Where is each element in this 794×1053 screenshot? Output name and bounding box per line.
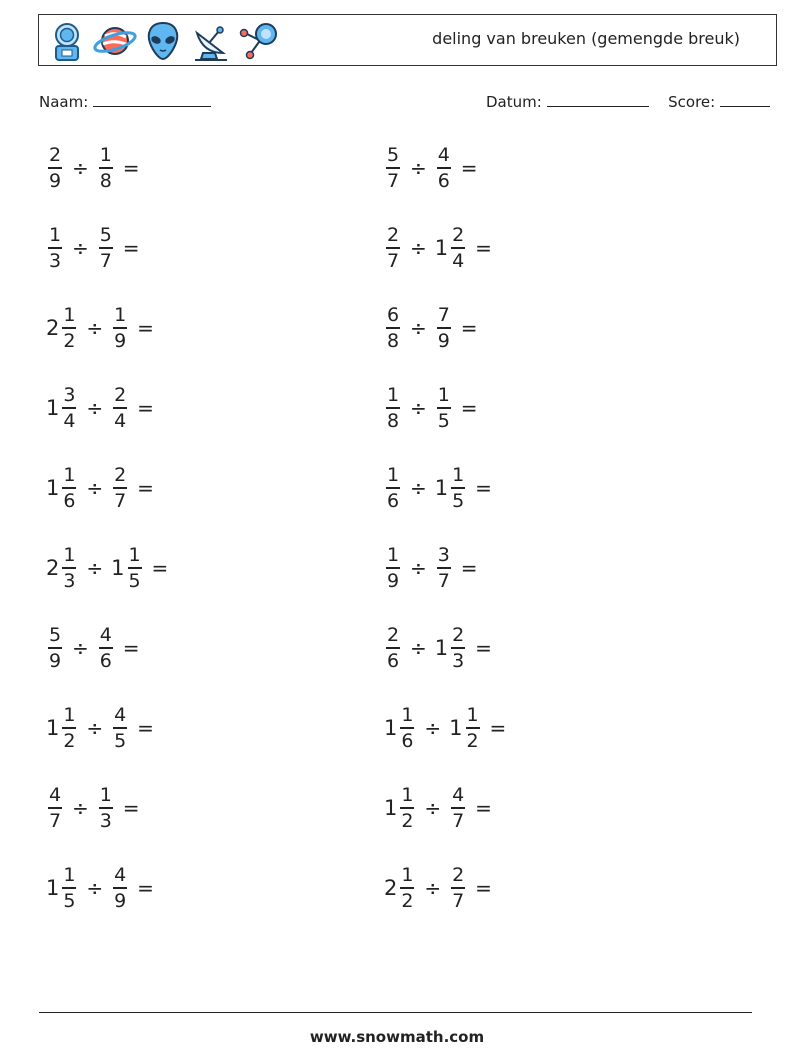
dividend-denominator: 8 bbox=[386, 329, 400, 352]
dividend-numerator: 1 bbox=[386, 384, 400, 407]
equals-sign: = bbox=[122, 636, 140, 660]
divisor-fraction bbox=[99, 223, 113, 272]
dividend-fraction bbox=[386, 143, 400, 192]
dividend-fraction bbox=[386, 543, 400, 592]
equals-sign: = bbox=[151, 556, 169, 580]
equals-sign: = bbox=[475, 796, 492, 820]
astronaut-icon bbox=[45, 19, 89, 63]
dividend-denominator: 6 bbox=[386, 489, 400, 512]
dividend-fraction bbox=[62, 863, 76, 912]
problem-7 bbox=[46, 378, 154, 438]
problem-10 bbox=[384, 458, 492, 518]
divisor-fraction bbox=[113, 703, 127, 752]
problem-11 bbox=[46, 538, 168, 598]
divisor-numerator: 5 bbox=[99, 224, 112, 247]
dividend-denominator: 2 bbox=[63, 729, 76, 752]
equals-sign: = bbox=[137, 476, 154, 500]
problem-9 bbox=[46, 458, 154, 518]
divide-sign: ÷ bbox=[86, 876, 104, 900]
divide-sign: ÷ bbox=[410, 316, 427, 340]
divide-sign: ÷ bbox=[72, 156, 89, 180]
divisor-numerator: 2 bbox=[452, 224, 465, 247]
dividend-denominator: 7 bbox=[386, 249, 400, 272]
divisor-denominator: 7 bbox=[99, 249, 112, 272]
dividend-fraction bbox=[386, 383, 400, 432]
divisor-numerator: 1 bbox=[466, 704, 479, 727]
dividend-denominator: 8 bbox=[386, 409, 400, 432]
divide-sign: ÷ bbox=[86, 556, 104, 580]
divisor-fraction bbox=[128, 543, 142, 592]
dividend-numerator: 1 bbox=[63, 544, 76, 567]
equals-sign: = bbox=[475, 476, 492, 500]
dividend-fraction bbox=[386, 303, 400, 352]
divisor-numerator: 1 bbox=[99, 784, 112, 807]
dividend-whole: 1 bbox=[46, 716, 60, 740]
dividend-fraction bbox=[48, 143, 62, 192]
equals-sign: = bbox=[460, 556, 478, 580]
divisor-denominator: 9 bbox=[114, 329, 127, 352]
dividend-denominator: 3 bbox=[63, 569, 76, 592]
equals-sign: = bbox=[475, 236, 492, 260]
dividend-numerator: 1 bbox=[63, 464, 76, 487]
dividend-fraction bbox=[400, 783, 414, 832]
equals-sign: = bbox=[137, 716, 154, 740]
divide-sign: ÷ bbox=[410, 476, 427, 500]
equals-sign: = bbox=[122, 156, 140, 180]
divisor-denominator: 2 bbox=[466, 729, 479, 752]
score-line[interactable] bbox=[720, 92, 770, 107]
alien-icon bbox=[141, 19, 185, 63]
divide-sign: ÷ bbox=[424, 716, 442, 740]
problem-14 bbox=[384, 618, 492, 678]
divisor-denominator: 3 bbox=[452, 649, 465, 672]
divide-sign: ÷ bbox=[410, 556, 427, 580]
problem-4 bbox=[384, 218, 492, 278]
dividend-numerator: 3 bbox=[63, 384, 76, 407]
dividend-fraction bbox=[386, 463, 400, 512]
dividend-denominator: 6 bbox=[386, 649, 400, 672]
dividend-whole: 2 bbox=[46, 556, 60, 580]
dividend-fraction bbox=[386, 623, 400, 672]
divisor-fraction bbox=[113, 383, 127, 432]
divide-sign: ÷ bbox=[424, 796, 442, 820]
problem-18 bbox=[384, 778, 492, 838]
dividend-denominator: 6 bbox=[63, 489, 76, 512]
divisor-fraction bbox=[113, 863, 127, 912]
divisor-numerator: 4 bbox=[114, 704, 127, 727]
dividend-numerator: 1 bbox=[63, 304, 76, 327]
date-label: Datum: bbox=[486, 93, 542, 111]
icon-strip bbox=[45, 19, 281, 63]
divisor-numerator: 4 bbox=[99, 624, 112, 647]
divisor-numerator: 7 bbox=[437, 304, 450, 327]
divisor-numerator: 1 bbox=[128, 544, 141, 567]
dividend-fraction bbox=[62, 463, 76, 512]
equals-sign: = bbox=[460, 316, 478, 340]
divide-sign: ÷ bbox=[410, 636, 427, 660]
divisor-denominator: 8 bbox=[99, 169, 112, 192]
divisor-denominator: 9 bbox=[114, 889, 127, 912]
name-line[interactable] bbox=[93, 92, 211, 107]
dividend-denominator: 4 bbox=[63, 409, 76, 432]
problem-2 bbox=[384, 138, 478, 198]
divide-sign: ÷ bbox=[86, 316, 104, 340]
dividend-whole: 2 bbox=[46, 316, 60, 340]
divisor-denominator: 4 bbox=[114, 409, 127, 432]
dividend-denominator: 2 bbox=[401, 889, 414, 912]
divide-sign: ÷ bbox=[410, 236, 427, 260]
dividend-numerator: 2 bbox=[48, 144, 62, 167]
divide-sign: ÷ bbox=[86, 396, 104, 420]
divide-sign: ÷ bbox=[72, 236, 89, 260]
name-label: Naam: bbox=[39, 93, 89, 111]
divisor-denominator: 5 bbox=[128, 569, 141, 592]
divisor-numerator: 4 bbox=[114, 864, 127, 887]
problem-12 bbox=[384, 538, 478, 598]
dividend-whole: 1 bbox=[384, 796, 398, 820]
equals-sign: = bbox=[475, 876, 492, 900]
divisor-numerator: 1 bbox=[114, 304, 127, 327]
divisor-numerator: 3 bbox=[437, 544, 450, 567]
dividend-numerator: 1 bbox=[401, 864, 414, 887]
dividend-numerator: 2 bbox=[386, 224, 400, 247]
divisor-denominator: 9 bbox=[437, 329, 450, 352]
dividend-denominator: 5 bbox=[63, 889, 76, 912]
divisor-denominator: 6 bbox=[437, 169, 450, 192]
divisor-fraction bbox=[451, 783, 465, 832]
problem-grid bbox=[0, 138, 794, 938]
footer-divider bbox=[39, 1012, 752, 1013]
dividend-whole: 1 bbox=[384, 716, 398, 740]
divisor-denominator: 7 bbox=[452, 889, 465, 912]
score-label: Score: bbox=[668, 93, 716, 111]
date-line[interactable] bbox=[547, 92, 649, 107]
divide-sign: ÷ bbox=[72, 796, 89, 820]
divisor-denominator: 4 bbox=[452, 249, 465, 272]
header-box bbox=[38, 14, 777, 66]
dividend-fraction bbox=[48, 623, 62, 672]
dividend-denominator: 9 bbox=[48, 649, 62, 672]
dividend-denominator: 7 bbox=[48, 809, 62, 832]
dividend-numerator: 2 bbox=[386, 624, 400, 647]
problem-1 bbox=[46, 138, 140, 198]
planet-icon bbox=[93, 19, 137, 63]
dividend-fraction bbox=[386, 223, 400, 272]
divide-sign: ÷ bbox=[86, 716, 104, 740]
dividend-numerator: 4 bbox=[48, 784, 62, 807]
divisor-fraction bbox=[451, 463, 465, 512]
divide-sign: ÷ bbox=[86, 476, 104, 500]
dividend-fraction bbox=[62, 703, 76, 752]
date-score-fields bbox=[486, 92, 770, 111]
divisor-whole: 1 bbox=[434, 636, 449, 660]
divisor-denominator: 6 bbox=[99, 649, 112, 672]
dividend-numerator: 5 bbox=[386, 144, 400, 167]
divide-sign: ÷ bbox=[424, 876, 442, 900]
dividend-numerator: 1 bbox=[63, 864, 76, 887]
dividend-denominator: 6 bbox=[401, 729, 414, 752]
dividend-numerator: 6 bbox=[386, 304, 400, 327]
dividend-numerator: 1 bbox=[48, 224, 62, 247]
dividend-denominator: 2 bbox=[401, 809, 414, 832]
divisor-fraction bbox=[437, 543, 451, 592]
dividend-fraction bbox=[48, 223, 62, 272]
divisor-numerator: 2 bbox=[452, 624, 465, 647]
divide-sign: ÷ bbox=[410, 156, 427, 180]
divisor-fraction bbox=[113, 463, 127, 512]
problem-13 bbox=[46, 618, 140, 678]
problem-19 bbox=[46, 858, 154, 918]
dividend-fraction bbox=[62, 543, 76, 592]
dividend-denominator: 9 bbox=[386, 569, 400, 592]
dividend-denominator: 9 bbox=[48, 169, 62, 192]
divisor-fraction bbox=[466, 703, 480, 752]
dividend-numerator: 1 bbox=[401, 704, 414, 727]
dividend-whole: 2 bbox=[384, 876, 398, 900]
problem-17 bbox=[46, 778, 140, 838]
divisor-denominator: 3 bbox=[99, 809, 112, 832]
divisor-fraction bbox=[99, 143, 113, 192]
divisor-numerator: 4 bbox=[437, 144, 450, 167]
divisor-whole: 1 bbox=[111, 556, 125, 580]
dividend-fraction bbox=[62, 383, 76, 432]
divisor-fraction bbox=[451, 623, 465, 672]
dividend-whole: 1 bbox=[46, 396, 60, 420]
dividend-fraction bbox=[62, 303, 76, 352]
divisor-fraction bbox=[437, 303, 451, 352]
equals-sign: = bbox=[475, 636, 492, 660]
dividend-numerator: 1 bbox=[386, 544, 400, 567]
divisor-fraction bbox=[99, 623, 113, 672]
divisor-fraction bbox=[437, 143, 451, 192]
problem-3 bbox=[46, 218, 140, 278]
divisor-whole: 1 bbox=[449, 716, 463, 740]
equals-sign: = bbox=[122, 796, 140, 820]
dividend-whole: 1 bbox=[46, 476, 60, 500]
dividend-whole: 1 bbox=[46, 876, 60, 900]
problem-6 bbox=[384, 298, 478, 358]
divisor-numerator: 2 bbox=[114, 464, 127, 487]
problem-16 bbox=[384, 698, 506, 758]
divisor-numerator: 2 bbox=[114, 384, 127, 407]
equals-sign: = bbox=[460, 396, 478, 420]
divisor-denominator: 7 bbox=[437, 569, 450, 592]
divisor-fraction bbox=[437, 383, 451, 432]
divisor-denominator: 5 bbox=[452, 489, 465, 512]
equals-sign: = bbox=[489, 716, 507, 740]
divisor-whole: 1 bbox=[434, 236, 449, 260]
divide-sign: ÷ bbox=[410, 396, 427, 420]
divisor-fraction bbox=[113, 303, 127, 352]
divisor-whole: 1 bbox=[434, 476, 449, 500]
divisor-numerator: 1 bbox=[437, 384, 450, 407]
dividend-fraction bbox=[400, 863, 414, 912]
space-probe-icon bbox=[237, 19, 281, 63]
divisor-fraction bbox=[451, 223, 465, 272]
divisor-numerator: 2 bbox=[452, 864, 465, 887]
divisor-denominator: 5 bbox=[437, 409, 450, 432]
problem-15 bbox=[46, 698, 154, 758]
divisor-numerator: 1 bbox=[452, 464, 465, 487]
name-field bbox=[39, 92, 211, 111]
dividend-denominator: 3 bbox=[48, 249, 62, 272]
dividend-numerator: 1 bbox=[63, 704, 76, 727]
problem-8 bbox=[384, 378, 478, 438]
worksheet-title: deling van breuken (gemengde breuk) bbox=[432, 29, 740, 48]
dividend-numerator: 1 bbox=[386, 464, 400, 487]
footer-url: www.snowmath.com bbox=[309, 1028, 485, 1046]
divisor-denominator: 7 bbox=[452, 809, 465, 832]
divide-sign: ÷ bbox=[72, 636, 89, 660]
problem-20 bbox=[384, 858, 492, 918]
problem-5 bbox=[46, 298, 154, 358]
dividend-numerator: 5 bbox=[48, 624, 62, 647]
divisor-denominator: 5 bbox=[114, 729, 127, 752]
divisor-fraction bbox=[99, 783, 113, 832]
dividend-fraction bbox=[400, 703, 414, 752]
equals-sign: = bbox=[137, 396, 154, 420]
divisor-numerator: 1 bbox=[99, 144, 112, 167]
dividend-numerator: 1 bbox=[401, 784, 414, 807]
dividend-denominator: 7 bbox=[386, 169, 400, 192]
divisor-numerator: 4 bbox=[452, 784, 465, 807]
dividend-fraction bbox=[48, 783, 62, 832]
satellite-dish-icon bbox=[189, 19, 233, 63]
equals-sign: = bbox=[460, 156, 478, 180]
equals-sign: = bbox=[137, 876, 154, 900]
equals-sign: = bbox=[122, 236, 140, 260]
divisor-denominator: 7 bbox=[114, 489, 127, 512]
dividend-denominator: 2 bbox=[63, 329, 76, 352]
equals-sign: = bbox=[137, 316, 154, 340]
divisor-fraction bbox=[451, 863, 465, 912]
